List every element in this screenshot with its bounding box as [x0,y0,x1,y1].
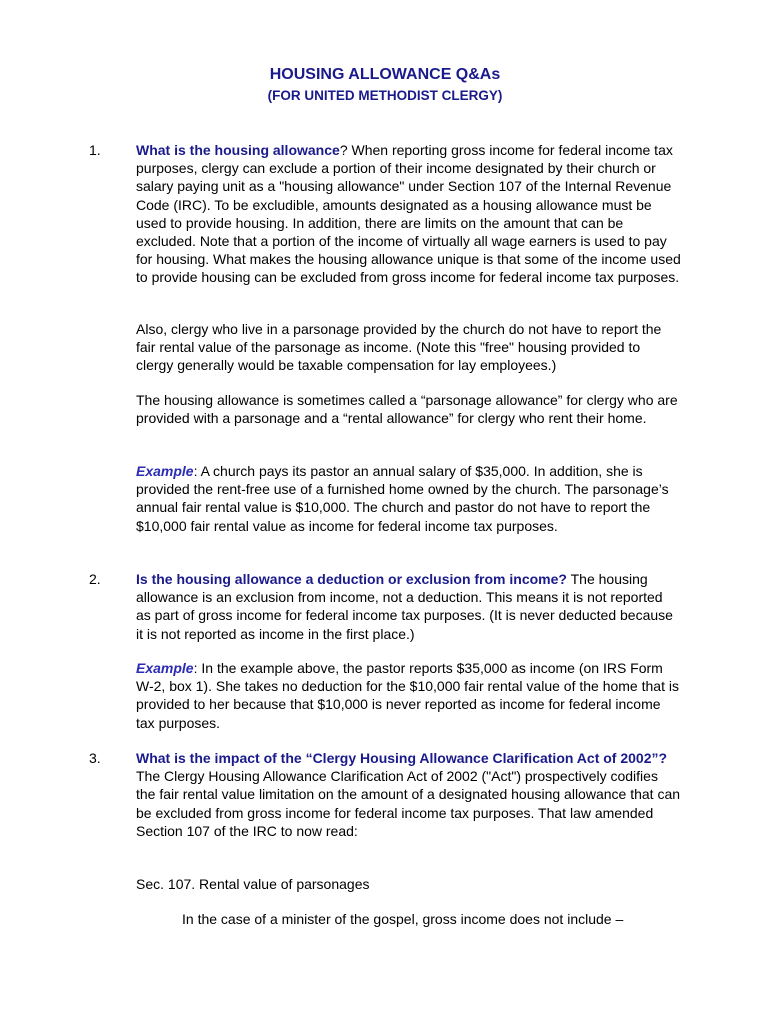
qa-question: What is the housing allowance [136,142,340,158]
item-number: 3. [89,750,101,766]
qa-question: Is the housing allowance a deduction or exclusion from income? [136,571,567,587]
answer-text: The housing allowance is an exclusion from income, not a deduction. This means it is not reported as part of gross income for federal income tax purposes. (It is never deducted because it is not reported as income in the first place.) [136,571,673,642]
answer-text: The Clergy Housing Allowance Clarification Act of 2002 ("Act") prospectively codifies the fair rental value limitation on the amount of a designated housing allowance that can be excluded from gross income for federal income tax purposes. That law amended Section 107 of the IRC to now read: [136,768,681,839]
qa-answer [136,749,681,840]
answer-text: ? When reporting gross income for federal income tax purposes, clergy can exclude a portion of their income designated by their church or salary paying unit as a "housing allowance" under Section 107 of the Internal Revenue Code (IRC). To be excludible, amounts designated as a housing allowance must be used to provide housing. In addition, there are limits on the amount that can be excluded. Note that a portion of the income of virtually all wage earners is used to pay for housing. What makes the housing allowance unique is that some of the income used to provide housing can be excluded from gross income for federal income tax purposes. [136,142,681,286]
page-title: HOUSING ALLOWANCE Q&As [269,66,501,83]
qa-answer [136,570,681,643]
example-label: Example [136,463,194,479]
example-paragraph [136,462,681,535]
page-subtitle: (FOR UNITED METHODIST CLERGY) [267,88,503,103]
example-paragraph [136,659,681,732]
example-label: Example [136,660,194,676]
statute-text: In the case of a minister of the gospel, gross income does not include – [182,911,624,927]
example-text: : In the example above, the pastor reports $35,000 as income (on IRS Form W-2, box 1). She takes no deduction for the $10,000 fair rental value of the home that is provided to her because that $10,000 is never reported as income for federal income tax purposes. [136,660,679,731]
item-number: 2. [89,571,101,587]
paragraph: Also, clergy who live in a parsonage provided by the church do not have to report the fair rental value of the parsonage as income. (Note this "free" housing provided to clergy generally would be taxable compensation for lay employees.) [136,321,662,374]
item-number: 1. [89,142,101,158]
qa-question: What is the impact of the “Clergy Housing Allowance Clarification Act of 2002”? [136,750,668,766]
paragraph: The housing allowance is sometimes called a “parsonage allowance” for clergy who are provided with a parsonage and a “rental allowance” for clergy who rent their home. [136,392,678,427]
example-text: : A church pays its pastor an annual salary of $35,000. In addition, she is provided the rent-free use of a furnished home owned by the church. The parsonage’s annual fair rental value is $10,000. The church and pastor do not have to report the $10,000 fair rental value as income for federal income tax purposes. [136,463,669,534]
qa-answer [136,141,681,287]
statute-heading: Sec. 107. Rental value of parsonages [136,876,370,892]
